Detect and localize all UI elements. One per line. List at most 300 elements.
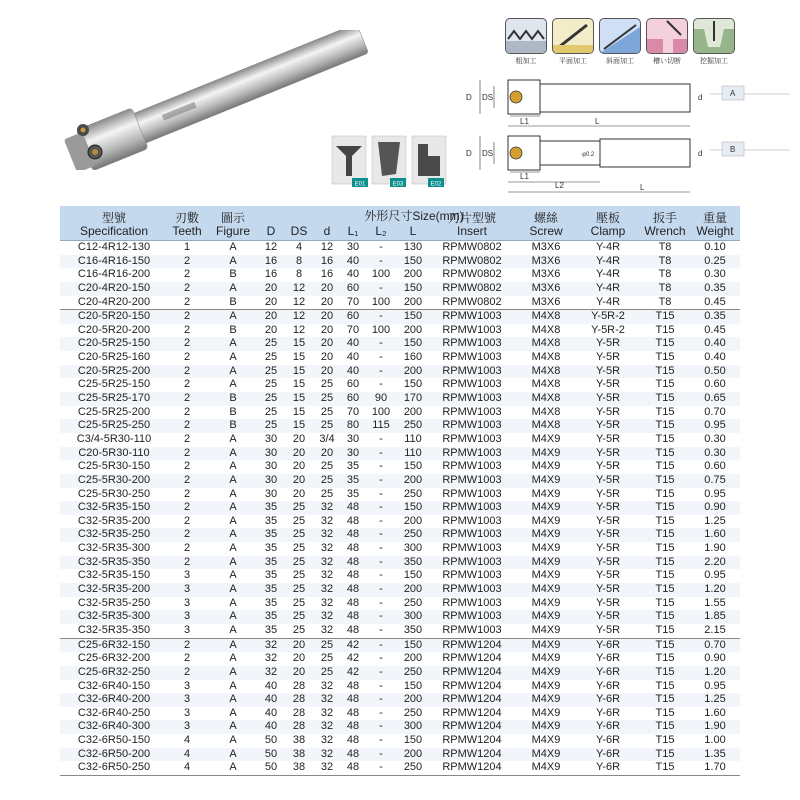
cell-weight: 1.70 <box>704 761 726 774</box>
cell-teeth: 3 <box>183 596 191 609</box>
cell-d: 20 <box>320 364 334 377</box>
cell-teeth: 4 <box>183 761 191 774</box>
cell-figure: B <box>229 392 237 405</box>
cell-DS: 25 <box>292 610 306 623</box>
rough-tile <box>505 18 547 54</box>
table-row <box>60 638 740 653</box>
cell-spec: C32-5R35-150 <box>77 569 151 582</box>
cell-insert: RPMW1204 <box>442 720 502 733</box>
cell-wrench: T15 <box>655 378 675 391</box>
cell-D: 35 <box>264 514 278 527</box>
cell-teeth: 3 <box>183 583 191 596</box>
cell-clamp: Y-4R <box>595 281 621 294</box>
cell-DS: 20 <box>292 432 306 445</box>
cell-weight: 1.90 <box>704 542 726 555</box>
cell-DS: 25 <box>292 623 306 636</box>
cell-D: 30 <box>264 487 278 500</box>
cell-wrench: T15 <box>655 337 675 350</box>
table-row <box>60 392 740 406</box>
table-row <box>60 680 740 694</box>
cell-insert: RPMW1003 <box>442 501 502 514</box>
cell-DS: 15 <box>292 351 306 364</box>
cell-d: 25 <box>320 419 334 432</box>
cell-L: 150 <box>403 254 423 267</box>
cell-d: 32 <box>320 747 334 760</box>
cell-L1: 40 <box>346 364 360 377</box>
cell-L1: 48 <box>346 569 360 582</box>
cell-L2: - <box>379 364 383 377</box>
cell-L1: 30 <box>346 432 360 445</box>
cell-screw: M4X9 <box>531 569 561 582</box>
cell-d: 32 <box>320 596 334 609</box>
cell-D: 30 <box>264 446 278 459</box>
cell-L1: 48 <box>346 706 360 719</box>
cell-D: 35 <box>264 610 278 623</box>
cell-weight: 0.95 <box>704 487 726 500</box>
cell-clamp: Y-5R <box>595 460 621 473</box>
table-row <box>60 241 740 255</box>
cell-screw: M3X6 <box>531 241 561 253</box>
cell-DS: 25 <box>292 514 306 527</box>
cell-clamp: Y-6R <box>595 665 621 678</box>
cell-L2: - <box>379 310 383 323</box>
slope-tile <box>599 18 641 54</box>
cell-screw: M4X9 <box>531 460 561 473</box>
cell-wrench: T15 <box>655 501 675 514</box>
col-figure-zh: 圖示 <box>220 211 245 225</box>
cell-L1: 42 <box>346 652 360 665</box>
cell-teeth: 3 <box>183 610 191 623</box>
cell-D: 30 <box>264 460 278 473</box>
col-insert-en: Insert <box>456 224 487 238</box>
cell-wrench: T15 <box>655 693 675 706</box>
cell-wrench: T15 <box>655 392 675 405</box>
table-row <box>60 693 740 707</box>
cell-weight: 1.00 <box>704 734 726 747</box>
cell-teeth: 3 <box>183 679 191 692</box>
cell-screw: M4X9 <box>531 747 561 760</box>
cell-figure: A <box>229 720 237 733</box>
cell-weight: 1.25 <box>704 693 726 706</box>
table-row <box>60 707 740 721</box>
table-row <box>60 309 740 324</box>
cell-insert: RPMW1204 <box>442 734 502 747</box>
cell-L1: 48 <box>346 734 360 747</box>
table-row <box>60 556 740 570</box>
cell-spec: C32-5R35-250 <box>77 528 151 541</box>
cell-DS: 25 <box>292 583 306 596</box>
cell-L2: - <box>379 596 383 609</box>
cell-screw: M4X8 <box>531 405 561 418</box>
cell-insert: RPMW0802 <box>442 268 502 281</box>
cell-DS: 15 <box>292 392 306 405</box>
table-row <box>60 734 740 748</box>
cell-insert: RPMW1204 <box>442 706 502 719</box>
cell-wrench: T8 <box>658 268 672 281</box>
cell-screw: M4X8 <box>531 310 561 323</box>
cell-DS: 12 <box>292 323 306 336</box>
col-screw <box>516 212 576 238</box>
cell-d: 25 <box>320 460 334 473</box>
cell-L1: 70 <box>346 323 360 336</box>
table-row <box>60 515 740 529</box>
cell-teeth: 2 <box>183 392 191 405</box>
cell-clamp: Y-6R <box>595 652 621 665</box>
cell-DS: 20 <box>292 473 306 486</box>
cell-weight: 0.65 <box>704 392 726 405</box>
cell-clamp: Y-5R <box>595 487 621 500</box>
cell-wrench: T15 <box>655 638 675 651</box>
cell-d: 3/4 <box>319 432 335 445</box>
cell-DS: 25 <box>292 569 306 582</box>
cell-D: 25 <box>264 337 278 350</box>
cell-d: 32 <box>320 720 334 733</box>
cell-DS: 28 <box>292 679 306 692</box>
table-header <box>60 206 740 241</box>
cell-spec: C25-5R30-250 <box>77 487 151 500</box>
cell-teeth: 2 <box>183 268 191 281</box>
cell-screw: M4X8 <box>531 351 561 364</box>
cell-weight: 0.50 <box>704 364 726 377</box>
cell-figure: A <box>229 281 237 294</box>
cell-L: 160 <box>403 351 423 364</box>
cell-L1: 40 <box>346 254 360 267</box>
cell-figure: B <box>229 295 237 308</box>
col-screw-zh: 螺絲 <box>533 211 558 225</box>
cell-weight: 0.70 <box>704 638 726 651</box>
cell-L1: 42 <box>346 665 360 678</box>
cell-DS: 15 <box>292 378 306 391</box>
cell-weight: 0.70 <box>704 405 726 418</box>
cell-wrench: T15 <box>655 583 675 596</box>
cell-screw: M4X9 <box>531 446 561 459</box>
cell-spec: C20-5R25-200 <box>77 364 151 377</box>
cell-insert: RPMW1003 <box>442 364 502 377</box>
table-body <box>60 241 740 776</box>
size-group-header: 外形尺寸Size(mm) <box>364 209 464 223</box>
cell-L2: 100 <box>371 295 391 308</box>
table-row <box>60 583 740 597</box>
cell-DS: 20 <box>292 665 306 678</box>
cell-L: 250 <box>403 487 423 500</box>
cell-d: 32 <box>320 542 334 555</box>
cell-d: 32 <box>320 679 334 692</box>
cell-L: 250 <box>403 596 423 609</box>
cell-screw: M4X9 <box>531 693 561 706</box>
cell-figure: A <box>229 473 237 486</box>
cell-insert: RPMW1003 <box>442 392 502 405</box>
cell-D: 30 <box>264 432 278 445</box>
cell-teeth: 3 <box>183 693 191 706</box>
cell-L2: - <box>379 281 383 294</box>
type-b-label: B <box>730 145 736 154</box>
cell-L2: - <box>379 665 383 678</box>
cell-teeth: 2 <box>183 405 191 418</box>
cell-D: 20 <box>264 323 278 336</box>
table-row <box>60 365 740 379</box>
table-row <box>60 474 740 488</box>
cell-wrench: T15 <box>655 310 675 323</box>
cell-DS: 8 <box>295 254 303 267</box>
cell-L2: - <box>379 623 383 636</box>
cell-DS: 20 <box>292 446 306 459</box>
cell-wrench: T15 <box>655 351 675 364</box>
cell-teeth: 1 <box>183 241 191 253</box>
cell-screw: M4X9 <box>531 706 561 719</box>
cell-D: 32 <box>264 652 278 665</box>
cell-d: 32 <box>320 555 334 568</box>
cell-L2: - <box>379 583 383 596</box>
cell-L: 150 <box>403 679 423 692</box>
cell-wrench: T15 <box>655 323 675 336</box>
cell-screw: M4X9 <box>531 679 561 692</box>
cell-clamp: Y-5R <box>595 405 621 418</box>
cell-D: 32 <box>264 665 278 678</box>
cell-figure: A <box>229 596 237 609</box>
cell-spec: C32-5R35-300 <box>77 610 151 623</box>
cell-L: 350 <box>403 555 423 568</box>
cell-L1: 35 <box>346 460 360 473</box>
cell-D: 20 <box>264 310 278 323</box>
cell-screw: M4X9 <box>531 487 561 500</box>
cell-D: 35 <box>264 569 278 582</box>
cell-clamp: Y-6R <box>595 706 621 719</box>
cell-clamp: Y-5R <box>595 378 621 391</box>
cell-teeth: 2 <box>183 364 191 377</box>
cell-teeth: 2 <box>183 487 191 500</box>
cell-weight: 0.45 <box>704 295 726 308</box>
cell-weight: 1.60 <box>704 706 726 719</box>
cell-screw: M4X8 <box>531 323 561 336</box>
cell-screw: M4X8 <box>531 378 561 391</box>
cell-wrench: T15 <box>655 652 675 665</box>
cell-weight: 1.25 <box>704 514 726 527</box>
cell-d: 12 <box>320 241 334 253</box>
cell-D: 25 <box>264 364 278 377</box>
cell-weight: 0.30 <box>704 446 726 459</box>
cell-wrench: T8 <box>658 241 672 253</box>
cell-spec: C32-6R50-150 <box>77 734 151 747</box>
cell-clamp: Y-4R <box>595 254 621 267</box>
cell-L2: - <box>379 487 383 500</box>
cell-L1: 48 <box>346 623 360 636</box>
cell-d: 25 <box>320 392 334 405</box>
cell-figure: A <box>229 446 237 459</box>
table-row <box>60 666 740 680</box>
cell-d: 25 <box>320 473 334 486</box>
cell-figure: A <box>229 652 237 665</box>
cell-L1: 60 <box>346 281 360 294</box>
spec-table <box>60 206 740 776</box>
cell-spec: C25-5R25-200 <box>77 405 151 418</box>
table-row <box>60 282 740 296</box>
col-weight-en: Weight <box>696 224 734 238</box>
cell-clamp: Y-5R <box>595 392 621 405</box>
cell-spec: C32-5R35-200 <box>77 514 151 527</box>
table-row <box>60 447 740 461</box>
cell-insert: RPMW1204 <box>442 747 502 760</box>
cell-teeth: 2 <box>183 555 191 568</box>
cell-DS: 25 <box>292 528 306 541</box>
cell-DS: 20 <box>292 487 306 500</box>
cell-d: 25 <box>320 487 334 500</box>
cell-weight: 1.60 <box>704 528 726 541</box>
cell-d: 16 <box>320 268 334 281</box>
cell-teeth: 3 <box>183 623 191 636</box>
cell-insert: RPMW0802 <box>442 295 502 308</box>
cell-L: 150 <box>403 310 423 323</box>
cell-screw: M4X8 <box>531 392 561 405</box>
table-row <box>60 597 740 611</box>
cell-wrench: T15 <box>655 555 675 568</box>
cell-teeth: 2 <box>183 638 191 651</box>
table-row <box>60 268 740 282</box>
cell-figure: A <box>229 514 237 527</box>
col-teeth <box>168 212 206 238</box>
cell-figure: A <box>229 432 237 445</box>
cell-L: 200 <box>403 514 423 527</box>
cell-L: 200 <box>403 268 423 281</box>
dim-D: D <box>466 93 472 102</box>
dim-phi: φ0.2 <box>582 152 595 158</box>
col-spec-zh: 型號 <box>101 211 126 225</box>
cell-weight: 0.75 <box>704 473 726 486</box>
table-row <box>60 501 740 515</box>
cell-figure: A <box>229 665 237 678</box>
cell-spec: C20-5R25-150 <box>77 337 151 350</box>
cell-weight: 2.15 <box>704 623 726 636</box>
col-L: L <box>409 224 417 238</box>
cell-spec: C32-6R50-250 <box>77 761 151 774</box>
mode-caption: 斜面加工 <box>606 58 634 65</box>
cell-weight: 1.20 <box>704 583 726 596</box>
cell-screw: M4X9 <box>531 623 561 636</box>
cell-screw: M3X6 <box>531 295 561 308</box>
cell-L1: 80 <box>346 419 360 432</box>
cell-L1: 48 <box>346 610 360 623</box>
cell-teeth: 2 <box>183 310 191 323</box>
cell-clamp: Y-5R <box>595 555 621 568</box>
cell-figure: A <box>229 310 237 323</box>
cell-DS: 15 <box>292 405 306 418</box>
cell-clamp: Y-6R <box>595 679 621 692</box>
cell-D: 25 <box>264 405 278 418</box>
cell-figure: A <box>229 747 237 760</box>
cell-screw: M4X9 <box>531 761 561 774</box>
cell-L1: 35 <box>346 473 360 486</box>
cell-L1: 70 <box>346 295 360 308</box>
cell-L: 150 <box>403 337 423 350</box>
cell-DS: 15 <box>292 419 306 432</box>
cell-clamp: Y-5R <box>595 501 621 514</box>
cell-weight: 0.90 <box>704 501 726 514</box>
cell-wrench: T15 <box>655 487 675 500</box>
cell-screw: M4X9 <box>531 734 561 747</box>
cell-DS: 8 <box>295 268 303 281</box>
col-wrench-zh: 扳手 <box>652 211 677 225</box>
cell-figure: A <box>229 378 237 391</box>
cell-d: 20 <box>320 295 334 308</box>
cell-L1: 30 <box>346 446 360 459</box>
cell-insert: RPMW1003 <box>442 514 502 527</box>
cell-weight: 0.10 <box>704 241 726 253</box>
cell-spec: C32-5R35-350 <box>77 555 151 568</box>
cell-wrench: T15 <box>655 364 675 377</box>
cell-wrench: T15 <box>655 419 675 432</box>
cell-L2: 115 <box>372 419 390 432</box>
cell-insert: RPMW1003 <box>442 323 502 336</box>
cell-D: 35 <box>264 542 278 555</box>
cell-L2: - <box>379 542 383 555</box>
cell-wrench: T15 <box>655 610 675 623</box>
mode-caption: 挖掘加工 <box>700 58 728 65</box>
cell-screw: M4X9 <box>531 432 561 445</box>
cell-L: 300 <box>403 610 423 623</box>
cell-L: 200 <box>403 295 423 308</box>
cell-d: 25 <box>320 638 334 651</box>
cell-insert: RPMW0802 <box>442 281 502 294</box>
cell-D: 16 <box>264 254 278 267</box>
cell-figure: A <box>229 351 237 364</box>
cell-DS: 38 <box>292 734 306 747</box>
cell-spec: C32-5R35-300 <box>77 542 151 555</box>
insert-label-e03: E03 <box>392 181 404 188</box>
col-weight-zh: 重量 <box>702 211 727 225</box>
cell-L2: - <box>379 351 383 364</box>
table-row <box>60 569 740 583</box>
cell-d: 25 <box>320 378 334 391</box>
cell-screw: M4X9 <box>531 501 561 514</box>
cell-spec: C32-6R40-250 <box>77 706 151 719</box>
cell-figure: A <box>229 555 237 568</box>
cell-D: 35 <box>264 596 278 609</box>
cell-wrench: T15 <box>655 596 675 609</box>
cell-screw: M4X9 <box>531 652 561 665</box>
cell-figure: A <box>229 638 237 651</box>
cell-d: 16 <box>320 254 334 267</box>
cell-L: 200 <box>403 693 423 706</box>
cell-clamp: Y-5R <box>595 542 621 555</box>
cell-L: 200 <box>403 364 423 377</box>
col-clamp <box>578 212 638 238</box>
cell-insert: RPMW1003 <box>442 351 502 364</box>
cell-teeth: 4 <box>183 734 191 747</box>
cell-screw: M4X9 <box>531 720 561 733</box>
cell-spec: C25-6R32-150 <box>77 638 151 651</box>
col-wrench <box>640 212 690 238</box>
cell-wrench: T15 <box>655 747 675 760</box>
cell-L1: 60 <box>346 310 360 323</box>
table-row <box>60 528 740 542</box>
cell-wrench: T15 <box>655 473 675 486</box>
table-row <box>60 761 740 775</box>
cell-screw: M4X9 <box>531 528 561 541</box>
cell-teeth: 2 <box>183 378 191 391</box>
cell-L1: 60 <box>346 378 360 391</box>
cell-D: 50 <box>264 761 278 774</box>
cell-insert: RPMW1003 <box>442 473 502 486</box>
cell-L: 110 <box>404 432 422 445</box>
cell-insert: RPMW1204 <box>442 679 502 692</box>
cell-clamp: Y-6R <box>595 693 621 706</box>
slot-cutting-icon <box>646 18 688 70</box>
mode-caption: 平面加工 <box>559 58 587 65</box>
col-L2: L₂ <box>375 224 387 238</box>
cell-wrench: T15 <box>655 528 675 541</box>
cell-clamp: Y-5R <box>595 419 621 432</box>
cell-L1: 48 <box>346 555 360 568</box>
cell-spec: C32-6R40-150 <box>77 679 151 692</box>
